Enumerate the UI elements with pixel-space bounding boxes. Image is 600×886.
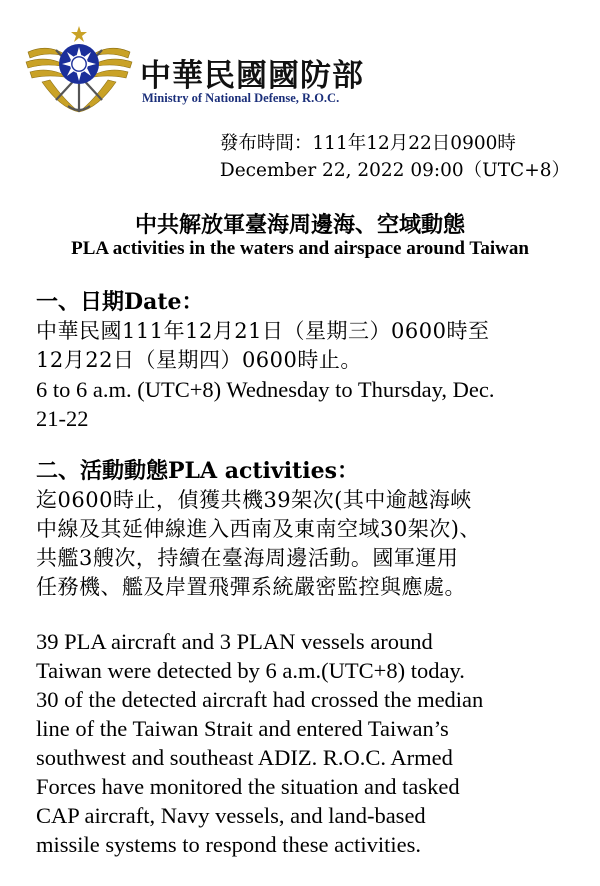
release-time-cn: 發布時間：111年12月22日0900時	[219, 133, 516, 154]
activities-en-line: southwest and southeast ADIZ. R.O.C. Armed	[36, 745, 453, 770]
activities-en-line: Taiwan were detected by 6 a.m.(UTC+8) today.	[36, 658, 465, 683]
ministry-emblem-icon	[20, 22, 138, 117]
date-section	[36, 288, 576, 433]
org-name-en: Ministry of National Defense, R.O.C.	[142, 91, 340, 105]
activities-en-line: line of the Taiwan Strait and entered Taiwan’s	[36, 716, 449, 741]
header	[20, 22, 400, 117]
activities-cn-line: 任務機、艦及岸置飛彈系統嚴密監控與應處。	[36, 575, 466, 599]
date-heading: 一、日期Date：	[36, 289, 204, 315]
activities-cn-line: 迄0600時止，偵獲共機39架次(其中逾越海峽	[36, 488, 472, 512]
activities-cn-line: 共艦3艘次，持續在臺海周邊活動。國軍運用	[36, 546, 459, 570]
date-cn-line: 12月22日（星期四）0600時止。	[36, 348, 362, 372]
activities-en-line: 39 PLA aircraft and 3 PLAN vessels around	[36, 629, 433, 654]
activities-en-line: Forces have monitored the situation and tasked	[36, 774, 460, 799]
activities-en-line: missile systems to respond these activities.	[36, 832, 421, 857]
activities-cn-line: 中線及其延伸線進入西南及東南空域30架次)、	[36, 517, 481, 541]
release-time-en: December 22, 2022 09:00（UTC+8）	[219, 160, 570, 181]
activities-section	[36, 457, 576, 602]
org-name-cn: 中華民國國防部	[140, 58, 364, 94]
date-en-line: 21-22	[36, 406, 89, 431]
activities-en-line: CAP aircraft, Navy vessels, and land-based	[36, 803, 426, 828]
date-en-line: 6 to 6 a.m. (UTC+8) Wednesday to Thursday, Dec.	[36, 377, 495, 402]
release-time	[220, 130, 570, 184]
title-cn: 中共解放軍臺海周邊海、空域動態	[134, 212, 465, 238]
title-en: PLA activities in the waters and airspace around Taiwan	[71, 238, 529, 259]
activities-heading: 二、活動動態PLA activities：	[36, 458, 359, 484]
activities-en-line: 30 of the detected aircraft had crossed the median	[36, 687, 484, 712]
activities-en-paragraph	[36, 627, 576, 859]
date-cn-line: 中華民國111年12月21日（星期三）0600時至	[36, 319, 490, 343]
